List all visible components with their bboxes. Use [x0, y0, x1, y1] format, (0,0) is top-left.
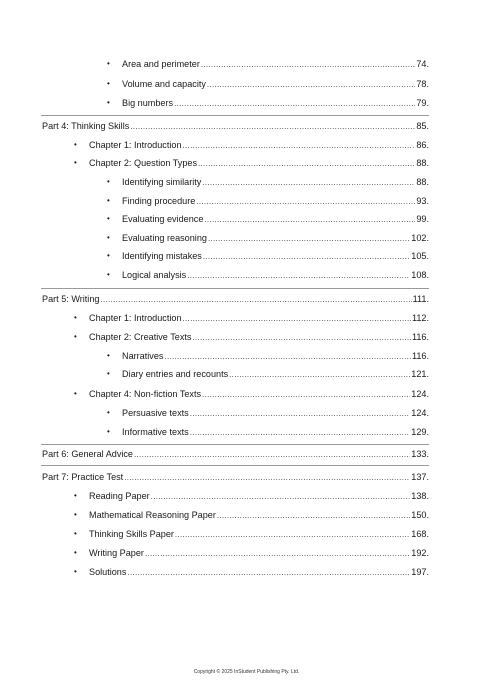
- toc-entry[interactable]: [122, 368, 429, 381]
- toc-entry-label: Evaluating evidence: [122, 214, 204, 224]
- dot-leader: [190, 427, 411, 439]
- toc-entry-label: Logical analysis: [122, 270, 187, 280]
- bullet: •: [107, 196, 110, 205]
- toc-entry-page: 88.: [416, 158, 429, 168]
- bullet: •: [107, 251, 110, 260]
- bullet: •: [74, 158, 77, 167]
- dot-leader: [217, 510, 410, 522]
- toc-entry[interactable]: [122, 232, 429, 245]
- toc-entry[interactable]: [89, 547, 429, 560]
- toc-entry-label: Finding procedure: [122, 196, 196, 206]
- toc-entry[interactable]: [122, 78, 429, 91]
- bullet: •: [74, 140, 77, 149]
- toc-entry-page: 133.: [411, 449, 429, 459]
- bullet: •: [107, 427, 110, 436]
- dot-leader: [174, 98, 415, 110]
- toc-entry[interactable]: [89, 566, 429, 579]
- section-divider: [41, 288, 429, 289]
- dot-leader: [207, 79, 415, 91]
- toc-entry-page: 150.: [411, 510, 429, 520]
- toc-entry-page: 105.: [411, 251, 429, 261]
- dot-leader: [151, 491, 411, 503]
- dot-leader: [190, 408, 411, 420]
- toc-entry-page: 93.: [416, 196, 429, 206]
- bullet: •: [74, 491, 77, 500]
- dot-leader: [196, 196, 415, 208]
- toc-entry[interactable]: [89, 157, 429, 170]
- toc-entry-page: 111.: [412, 294, 429, 304]
- toc-entry-label: Diary entries and recounts: [122, 369, 229, 379]
- toc-entry-label: Chapter 2: Question Types: [89, 158, 198, 168]
- toc-entry-page: 168.: [411, 529, 429, 539]
- bullet: •: [74, 313, 77, 322]
- toc-entry[interactable]: [89, 331, 429, 344]
- toc-entry-label: Identifying mistakes: [122, 251, 202, 261]
- toc-entry-label: Reading Paper: [89, 491, 150, 501]
- toc-entry-page: 129.: [411, 427, 429, 437]
- toc-entry-page: 116.: [411, 351, 429, 361]
- toc-entry-page: 116.: [411, 332, 429, 342]
- toc-entry-label: Chapter 1: Introduction: [89, 140, 182, 150]
- toc-entry-label: Identifying similarity: [122, 177, 202, 187]
- bullet: •: [107, 270, 110, 279]
- toc-entry-page: 112.: [411, 313, 429, 323]
- dot-leader: [145, 548, 410, 560]
- toc-entry[interactable]: [122, 58, 429, 71]
- toc-entry-label: Writing Paper: [89, 548, 144, 558]
- toc-entry[interactable]: [89, 388, 429, 401]
- toc-entry[interactable]: [122, 269, 429, 282]
- bullet: •: [74, 567, 77, 576]
- toc-entry[interactable]: [122, 97, 429, 110]
- toc-entry[interactable]: [89, 528, 429, 541]
- bullet: •: [107, 233, 110, 242]
- toc-entry-label: Volume and capacity: [122, 79, 206, 89]
- dot-leader: [164, 351, 411, 363]
- dot-leader: [183, 140, 416, 152]
- toc-entry-label: Part 4: Thinking Skills: [42, 121, 130, 131]
- toc-entry-label: Part 7: Practice Test: [42, 472, 124, 482]
- toc-entry-label: Narratives: [122, 351, 164, 361]
- bullet: •: [74, 548, 77, 557]
- toc-entry[interactable]: [122, 250, 429, 263]
- bullet: •: [107, 369, 110, 378]
- toc-entry-page: 108.: [411, 270, 429, 280]
- toc-entry-page: 121.: [411, 369, 429, 379]
- dot-leader: [203, 251, 410, 263]
- dot-leader: [229, 369, 410, 381]
- toc-entry[interactable]: [122, 350, 429, 363]
- dot-leader: [127, 567, 410, 579]
- bullet: •: [74, 510, 77, 519]
- toc-entry-page: 88.: [416, 177, 429, 187]
- section-divider: [41, 115, 429, 116]
- toc-part-entry[interactable]: [42, 120, 429, 133]
- toc-entry-page: 192.: [411, 548, 429, 558]
- toc-entry-page: 124.: [411, 408, 429, 418]
- toc-entry-label: Big numbers: [122, 98, 174, 108]
- dot-leader: [202, 177, 415, 189]
- dot-leader: [192, 332, 411, 344]
- bullet: •: [107, 351, 110, 360]
- toc-entry-label: Informative texts: [122, 427, 189, 437]
- toc-entry-page: 197.: [411, 567, 429, 577]
- toc-entry-label: Chapter 1: Introduction: [89, 313, 182, 323]
- toc-entry-label: Part 6: General Advice: [42, 449, 133, 459]
- toc-entry-page: 78.: [416, 79, 429, 89]
- toc-entry-label: Persuasive texts: [122, 408, 189, 418]
- toc-entry-label: Part 5: Writing: [42, 294, 100, 304]
- dot-leader: [124, 472, 410, 484]
- toc-entry-page: 86.: [416, 140, 429, 150]
- bullet: •: [107, 214, 110, 223]
- toc-part-entry[interactable]: [42, 293, 429, 306]
- dot-leader: [130, 121, 415, 133]
- dot-leader: [202, 389, 410, 401]
- toc-entry[interactable]: [89, 139, 429, 152]
- toc-entry-page: 79.: [416, 98, 429, 108]
- dot-leader: [175, 529, 410, 541]
- toc-entry[interactable]: [89, 490, 429, 503]
- dot-leader: [100, 294, 411, 306]
- bullet: •: [74, 529, 77, 538]
- toc-entry[interactable]: [122, 426, 429, 439]
- toc-entry[interactable]: [122, 195, 429, 208]
- toc-entry-label: Chapter 4: Non-fiction Texts: [89, 389, 202, 399]
- toc-entry-page: 137.: [411, 472, 429, 482]
- toc-entry[interactable]: [122, 407, 429, 420]
- toc-entry-label: Solutions: [89, 567, 127, 577]
- toc-entry-page: 85.: [416, 121, 429, 131]
- toc-entry-page: 124.: [411, 389, 429, 399]
- toc-entry-page: 74.: [416, 59, 429, 69]
- copyright-footer: Copyright © 2025 InStudent Publishing Pty. Ltd.: [193, 669, 300, 675]
- dot-leader: [201, 59, 416, 71]
- bullet: •: [74, 389, 77, 398]
- toc-entry[interactable]: [122, 213, 429, 226]
- toc-entry-page: 138.: [411, 491, 429, 501]
- dot-leader: [208, 233, 410, 245]
- toc-entry-label: Thinking Skills Paper: [89, 529, 174, 539]
- dot-leader: [187, 270, 410, 282]
- dot-leader: [198, 158, 415, 170]
- toc-entry-label: Mathematical Reasoning Paper: [89, 510, 216, 520]
- toc-entry-page: 102.: [411, 233, 429, 243]
- bullet: •: [74, 332, 77, 341]
- toc-entry[interactable]: [89, 509, 429, 522]
- toc-entry[interactable]: [89, 312, 429, 325]
- toc-entry-label: Chapter 2: Creative Texts: [89, 332, 192, 342]
- dot-leader: [134, 449, 410, 461]
- toc-entry[interactable]: [122, 176, 429, 189]
- bullet: •: [107, 59, 110, 68]
- bullet: •: [107, 408, 110, 417]
- toc-entry-label: Evaluating reasoning: [122, 233, 207, 243]
- bullet: •: [107, 98, 110, 107]
- toc-part-entry[interactable]: [42, 471, 429, 484]
- dot-leader: [183, 313, 411, 325]
- section-divider: [41, 444, 429, 445]
- bullet: •: [107, 79, 110, 88]
- toc-entry-page: 99.: [416, 214, 429, 224]
- dot-leader: [204, 214, 415, 226]
- toc-entry-label: Area and perimeter: [122, 59, 200, 69]
- bullet: •: [107, 177, 110, 186]
- section-divider: [41, 465, 429, 466]
- toc-part-entry[interactable]: [42, 448, 429, 461]
